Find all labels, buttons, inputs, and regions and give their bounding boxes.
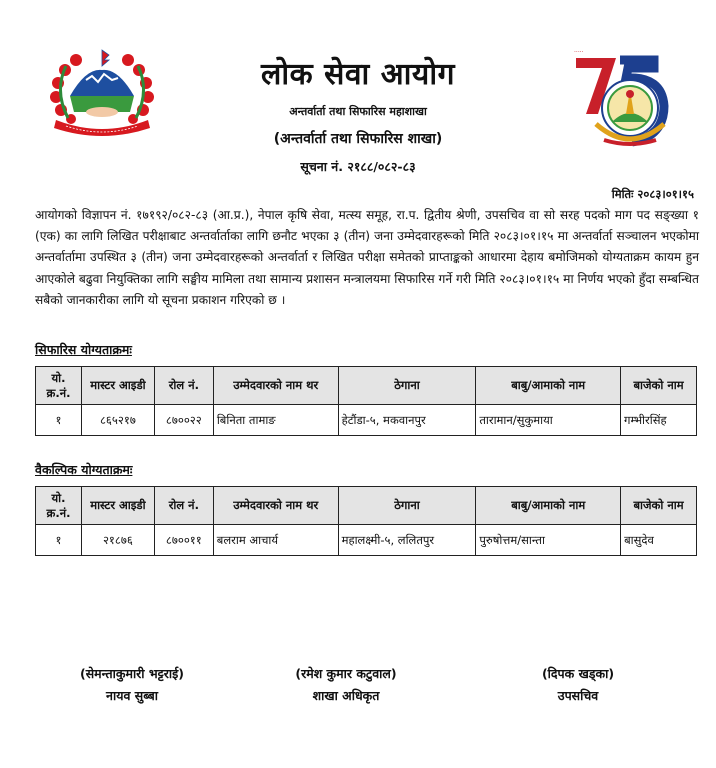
recommended-heading: सिफारिस योग्यताक्रमः <box>35 342 132 357</box>
cell-serial: १ <box>36 405 82 436</box>
cell-address: महालक्ष्मी-५, ललितपुर <box>338 525 476 556</box>
cell-roll-no: ८७००२२ <box>154 405 213 436</box>
cell-serial: १ <box>36 525 82 556</box>
cell-candidate-name: बिनिता तामाङ <box>213 405 338 436</box>
col-roll-no: रोल नं. <box>154 487 213 525</box>
cell-candidate-name: बलराम आचार्य <box>213 525 338 556</box>
col-parents-name: बाबु/आमाको नाम <box>476 487 621 525</box>
col-candidate-name: उम्मेदवारको नाम थर <box>213 487 338 525</box>
signatory-title: नायव सुब्बा <box>106 688 158 703</box>
cell-parents-name: तारामान/सुकुमाया <box>476 405 621 436</box>
col-master-id: मास्टर आइडी <box>81 487 154 525</box>
col-serial: यो. क्र.नं. <box>36 367 82 405</box>
signatory-name: (सेमन्ताकुमारी भट्टराई) <box>80 666 184 681</box>
body-paragraph: आयोगको विज्ञापन नं. १७१९२/०८२-८३ (आ.प्र.), नेपाल कृषि सेवा, मत्स्य समूह, रा.प. द्वितीय श्रेणी, उपसचिव वा सो सरह पदको माग पद सङ्ख्या १ (एक) का लागि लिखित परीक्षाबाट अन्तर्वार्ताका लागि छनौट भएका ३ (तीन) जना उम्मेदवारहरूको मिति २०८३।०१।१५ मा अन्तर्वार्ता सञ्चालन भएकोमा अन्तर्वार्तामा उपस्थित ३ (तीन) जना उम्मेदवारहरूको अन्तर्वार्ता र लिखित परीक्षा समेतको प्राप्ताङ्कको आधारमा देहाय बमोजिमको योग्यताक्रम कायम हुन आएकोले बढुवा नियुक्तिका लागि सङ्घीय मामिला तथा सामान्य प्रशासन मन्त्रालयमा सिफारिस गर्ने गरी मिति २०८३।०१।१५ मा निर्णय भएको हुँदा सम्बन्धित सबैको जानकारीका लागि यो सूचना प्रकाशन गरिएको छ । <box>35 208 699 307</box>
signatory-title: शाखा अधिकृत <box>312 688 380 703</box>
signatory-1 <box>32 663 232 707</box>
cell-address: हेटौंडा-५, मकवानपुर <box>338 405 476 436</box>
alternate-heading: वैकल्पिक योग्यताक्रमः <box>35 462 133 477</box>
notice-number: सूचना नं. २१८८/०८२-८३ <box>300 159 416 174</box>
cell-roll-no: ८७००११ <box>154 525 213 556</box>
col-grandfather-name: बाजेको नाम <box>621 487 697 525</box>
cell-master-id: २१८७६ <box>81 525 154 556</box>
signatory-name: (रमेश कुमार कटुवाल) <box>295 666 397 681</box>
col-roll-no: रोल नं. <box>154 367 213 405</box>
notice-date: मितिः २०८३।०१।१५ <box>611 187 694 201</box>
signatory-title: उपसचिव <box>557 688 599 703</box>
table-header-row <box>36 367 697 405</box>
cell-grandfather-name: गम्भीरसिंह <box>621 405 697 436</box>
signatory-3 <box>478 663 678 707</box>
cell-parents-name: पुरुषोत्तम/सान्ता <box>476 525 621 556</box>
col-serial: यो. क्र.नं. <box>36 487 82 525</box>
section-name: (अन्तर्वार्ता तथा सिफारिस शाखा) <box>273 131 443 147</box>
signatory-2 <box>246 663 446 707</box>
table-row <box>36 525 697 556</box>
alternate-table <box>35 486 697 556</box>
col-candidate-name: उम्मेदवारको नाम थर <box>213 367 338 405</box>
col-master-id: मास्टर आइडी <box>81 367 154 405</box>
col-parents-name: बाबु/आमाको नाम <box>476 367 621 405</box>
cell-grandfather-name: बासुदेव <box>621 525 697 556</box>
division-name: अन्तर्वार्ता तथा सिफारिस महाशाखा <box>289 105 427 118</box>
svg-text:·····: ····· <box>574 49 584 56</box>
recommended-table <box>35 366 697 436</box>
signatory-name: (दिपक खड्का) <box>541 666 615 681</box>
cell-master-id: ८६५२१७ <box>81 405 154 436</box>
organization-title: लोक सेवा आयोग <box>261 57 455 92</box>
table-header-row <box>36 487 697 525</box>
col-address: ठेगाना <box>338 487 476 525</box>
table-row <box>36 405 697 436</box>
notice-body <box>35 205 699 311</box>
col-address: ठेगाना <box>338 367 476 405</box>
col-grandfather-name: बाजेको नाम <box>621 367 697 405</box>
